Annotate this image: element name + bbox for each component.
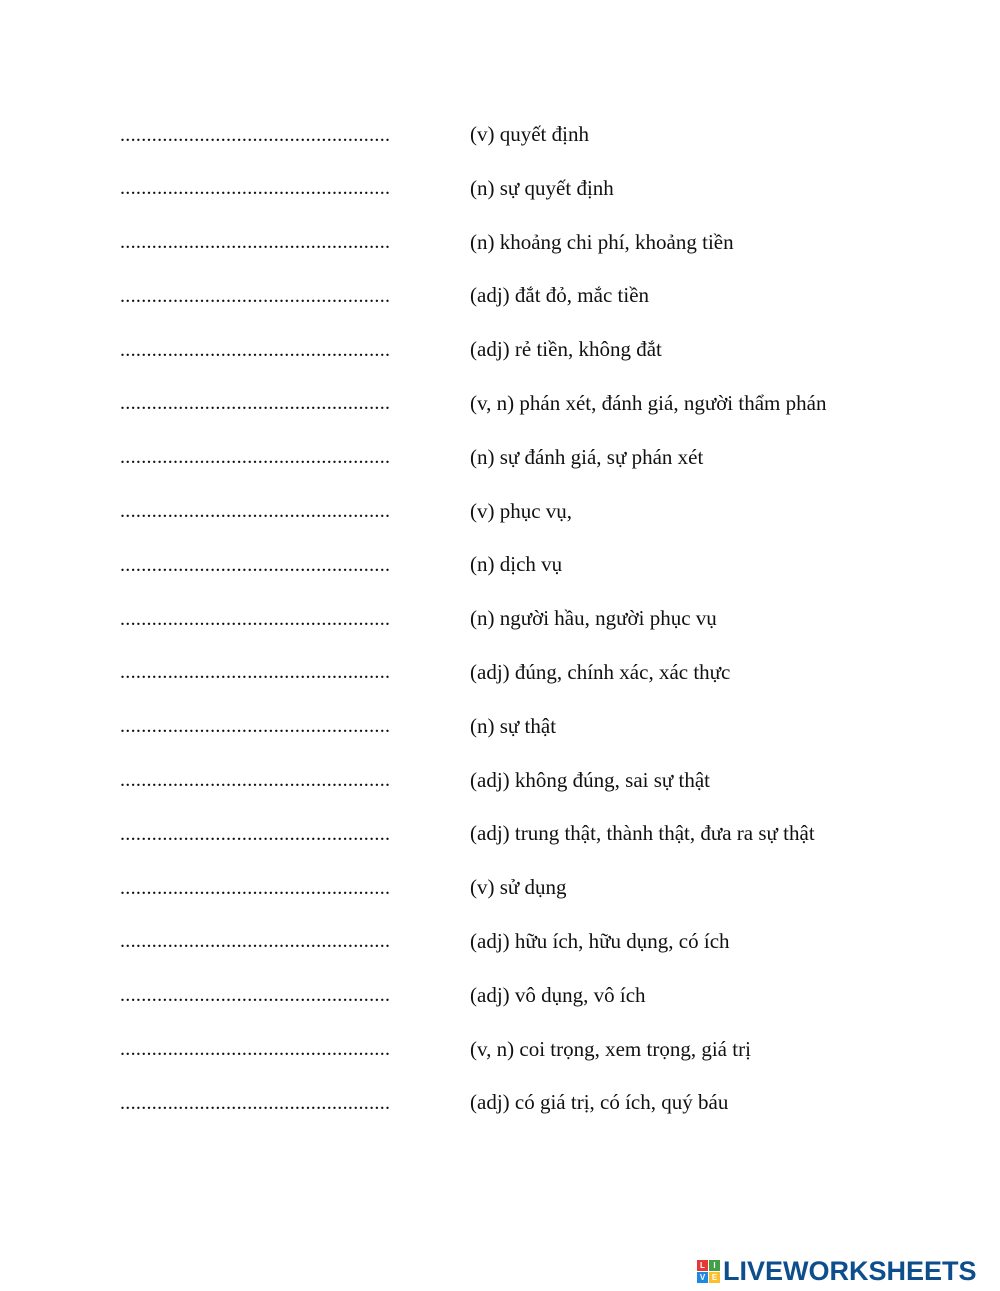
vocab-row: [0, 1076, 1000, 1130]
answer-blank-input[interactable]: [120, 497, 410, 527]
answer-blank-input[interactable]: [120, 1035, 410, 1065]
vocab-meaning: (v, n) phán xét, đánh giá, người thẩm phán: [470, 390, 827, 415]
vocab-meaning: (adj) trung thật, thành thật, đưa ra sự thật: [470, 821, 815, 846]
vocab-row: [0, 915, 1000, 969]
vocab-row: [0, 377, 1000, 431]
vocab-row: [0, 754, 1000, 808]
answer-blank-input[interactable]: [120, 1088, 410, 1118]
vocab-meaning: (adj) hữu ích, hữu dụng, có ích: [470, 928, 730, 953]
vocab-meaning: (n) khoảng chi phí, khoảng tiền: [470, 229, 734, 254]
vocab-meaning: (n) sự thật: [470, 713, 557, 738]
vocab-row: [0, 108, 1000, 162]
vocab-row: [0, 700, 1000, 754]
answer-blank-input[interactable]: [120, 120, 410, 150]
vocab-row: [0, 969, 1000, 1023]
vocab-meaning: (v) quyết định: [470, 122, 589, 146]
vocab-row: [0, 323, 1000, 377]
answer-blank-input[interactable]: [120, 819, 410, 849]
vocab-row: [0, 216, 1000, 270]
vocab-row: [0, 861, 1000, 915]
vocab-meaning: (n) dịch vụ: [470, 552, 563, 577]
answer-blank-input[interactable]: [120, 873, 410, 903]
answer-blank-input[interactable]: [120, 712, 410, 742]
answer-blank-input[interactable]: [120, 281, 410, 311]
vocab-row: [0, 1023, 1000, 1077]
vocab-row: [0, 807, 1000, 861]
answer-blank-input[interactable]: [120, 335, 410, 365]
vocab-meaning: (n) sự quyết định: [470, 175, 614, 200]
vocab-meaning: (adj) không đúng, sai sự thật: [470, 767, 711, 792]
vocab-meaning: (adj) vô dụng, vô ích: [470, 982, 646, 1007]
vocab-meaning: (adj) đúng, chính xác, xác thực: [470, 659, 731, 684]
vocab-meaning: (v) sử dụng: [470, 875, 567, 900]
answer-blank-input[interactable]: [120, 389, 410, 419]
answer-blank-input[interactable]: [120, 174, 410, 204]
vocab-row: [0, 592, 1000, 646]
vocab-meaning: (adj) có giá trị, có ích, quý báu: [470, 1090, 729, 1115]
answer-blank-input[interactable]: [120, 550, 410, 580]
logo-text: LIVEWORKSHEETS: [723, 1255, 977, 1286]
liveworksheets-logo: [697, 1254, 977, 1288]
logo-tile: L: [697, 1260, 708, 1271]
vocab-row: [0, 162, 1000, 216]
logo-tile: I: [709, 1260, 720, 1271]
vocab-row: [0, 538, 1000, 592]
vocab-meaning: (adj) đắt đỏ, mắc tiền: [470, 283, 650, 308]
vocab-meaning: (v) phục vụ,: [470, 498, 573, 523]
vocab-row: [0, 485, 1000, 539]
logo-icon: [697, 1260, 720, 1283]
answer-blank-input[interactable]: [120, 604, 410, 634]
vocab-row: [0, 269, 1000, 323]
answer-blank-input[interactable]: [120, 981, 410, 1011]
answer-blank-input[interactable]: [120, 658, 410, 688]
vocab-meaning: (v, n) coi trọng, xem trọng, giá trị: [470, 1036, 751, 1061]
vocabulary-list: [0, 108, 1000, 1130]
vocab-row: [0, 431, 1000, 485]
logo-tile: E: [709, 1272, 720, 1283]
vocab-row: [0, 646, 1000, 700]
answer-blank-input[interactable]: [120, 766, 410, 796]
answer-blank-input[interactable]: [120, 228, 410, 258]
vocab-meaning: (n) sự đánh giá, sự phán xét: [470, 444, 704, 469]
answer-blank-input[interactable]: [120, 927, 410, 957]
logo-tile: V: [697, 1272, 708, 1283]
vocab-meaning: (n) người hầu, người phục vụ: [470, 606, 717, 631]
vocab-meaning: (adj) rẻ tiền, không đắt: [470, 337, 662, 362]
answer-blank-input[interactable]: [120, 443, 410, 473]
